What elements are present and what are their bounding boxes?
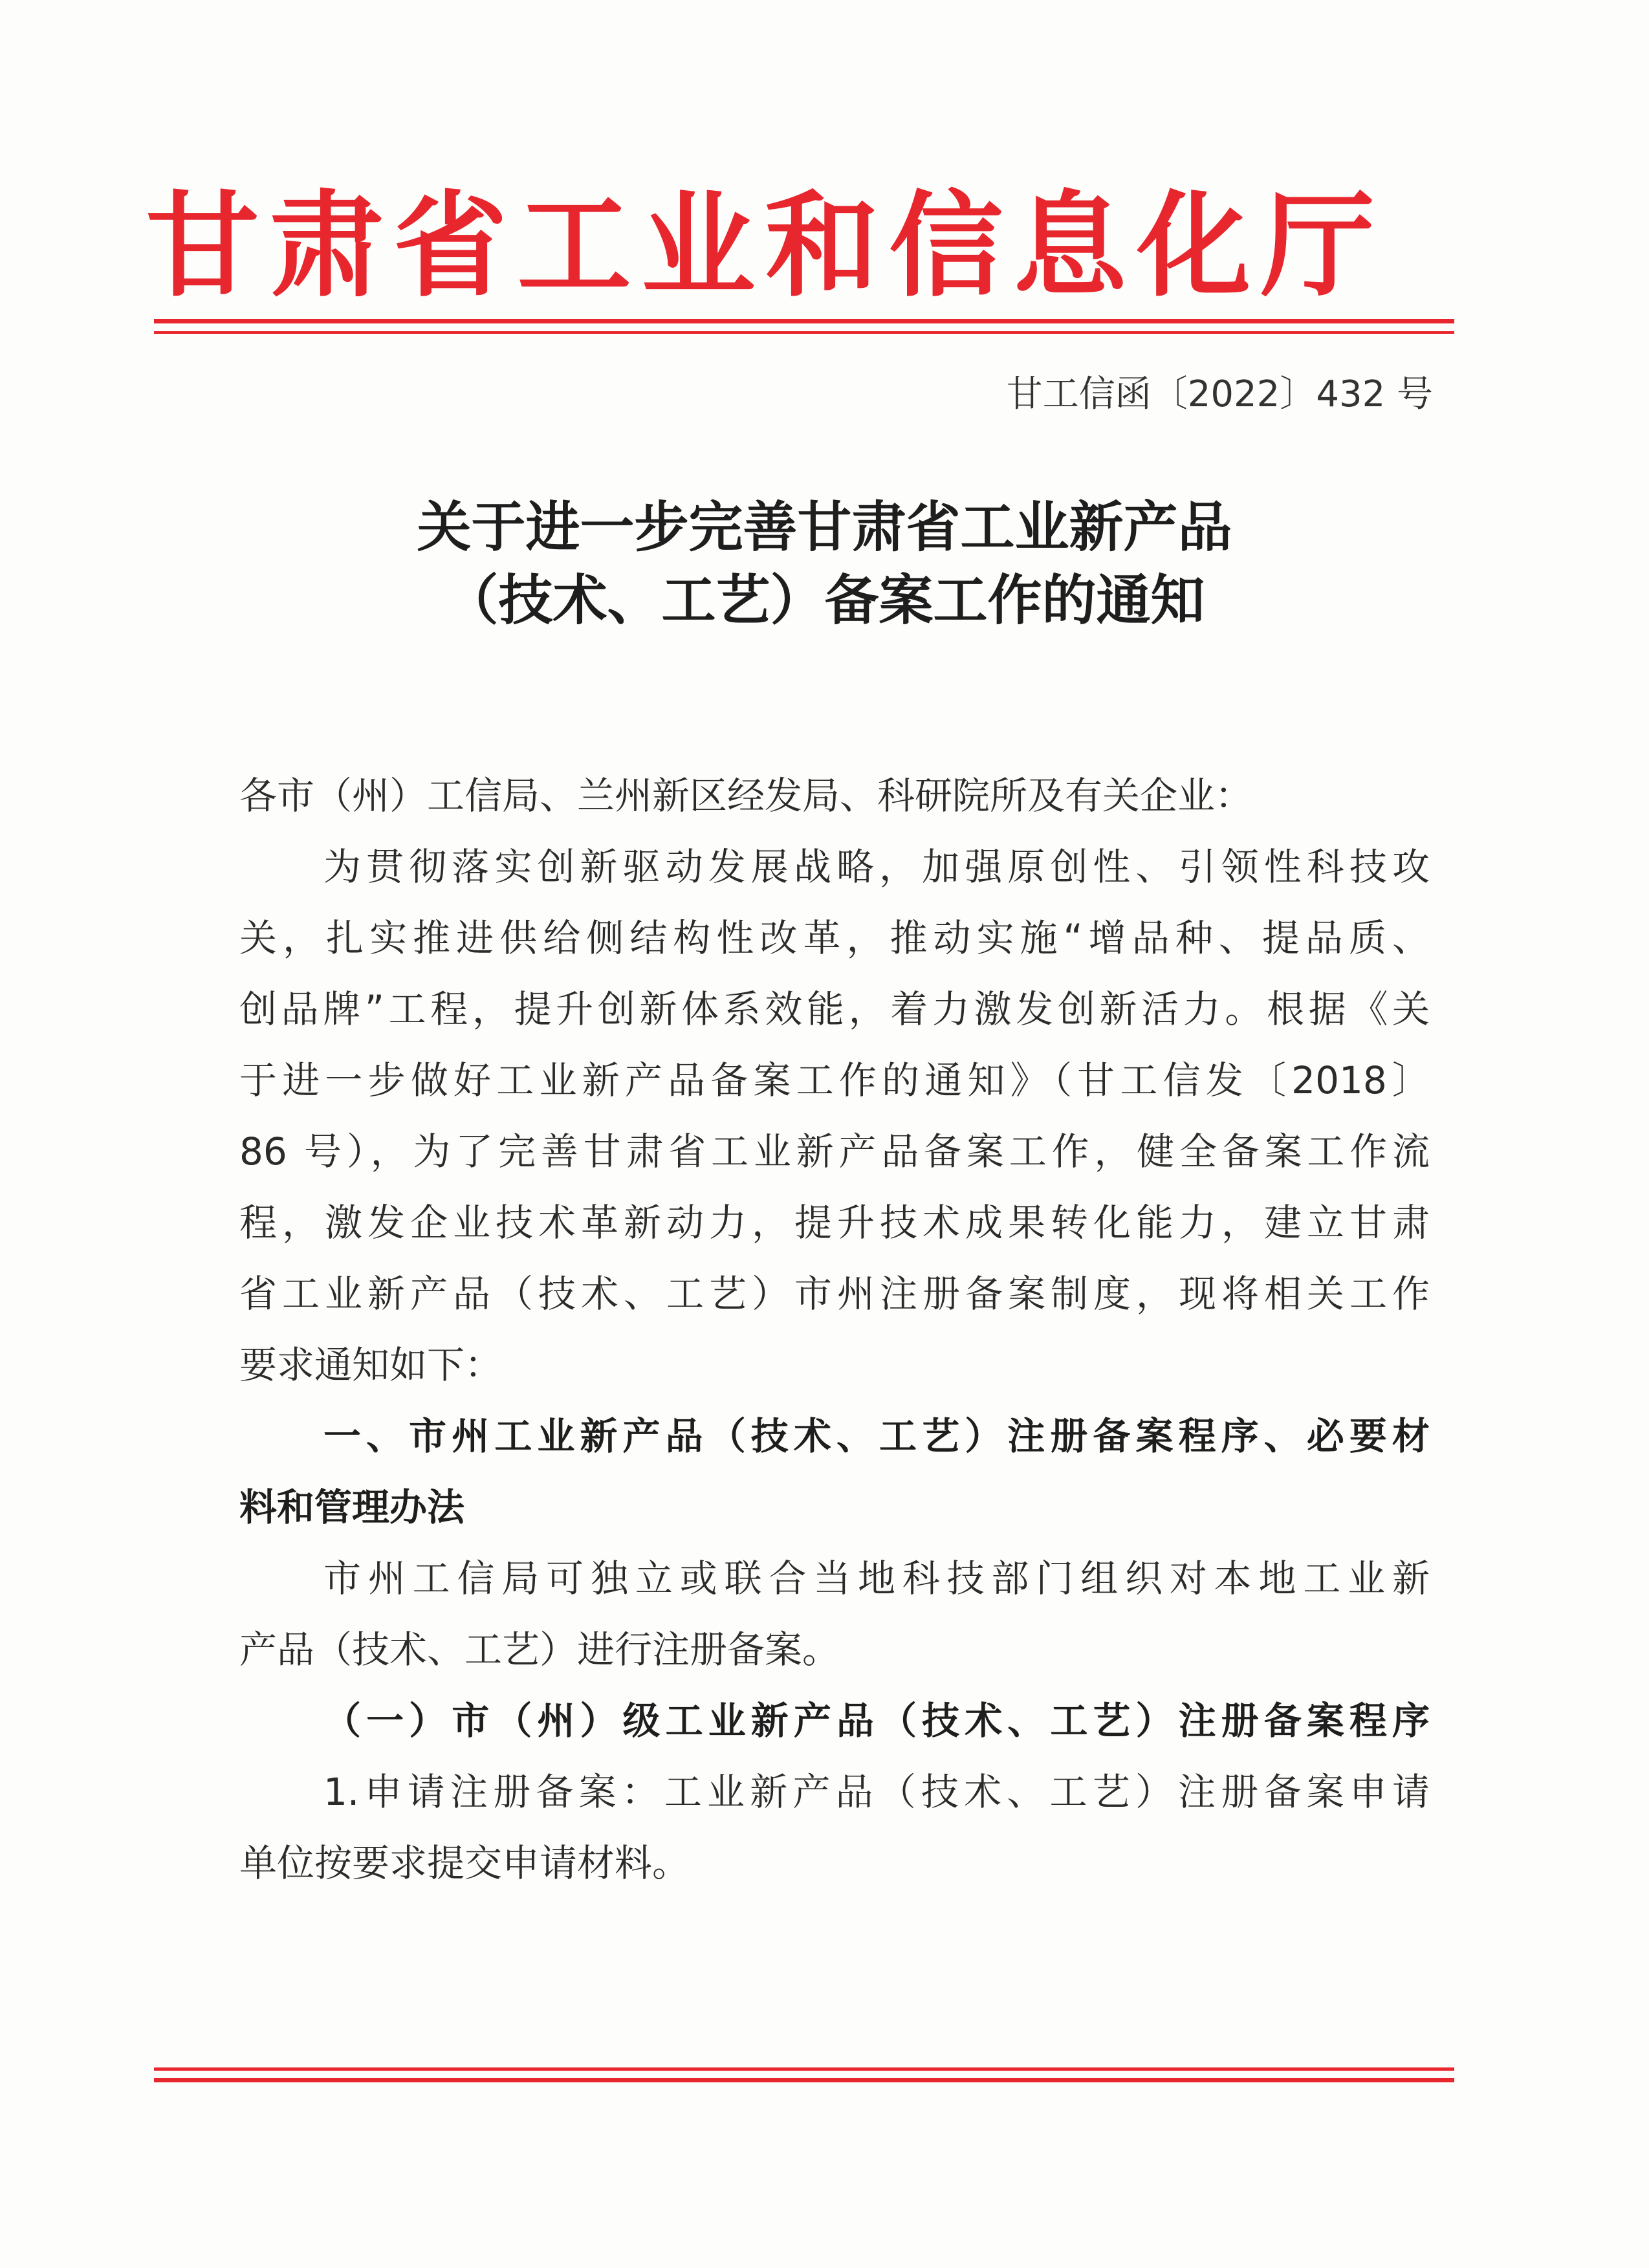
letterhead-char: 省: [393, 179, 508, 312]
letterhead-char: 化: [1137, 179, 1251, 312]
letterhead-char: 信: [889, 179, 1003, 312]
paragraph-2-line: 市州工信局可独立或联合当地科技部门组织对本地工业新: [323, 1556, 1430, 1600]
document-title-line-1: 关于进一步完善甘肃省工业新产品: [417, 495, 1232, 559]
paragraph-1-line: 为贯彻落实创新驱动发展战略，加强原创性、引领性科技攻: [323, 845, 1430, 889]
letterhead-red-rule-thin: [154, 331, 1454, 334]
paragraph-1-line: 关，扎实推进供给侧结构性改革，推动实施“增品种、提品质、: [239, 916, 1430, 960]
footer-red-rule-thick: [154, 2078, 1454, 2082]
paragraph-1-line: 程，激发企业技术革新动力，提升技术成果转化能力，建立甘肃: [239, 1201, 1430, 1245]
letterhead-char: 和: [765, 179, 879, 312]
letterhead-char: 厅: [1260, 179, 1375, 312]
document-number: 甘工信函〔2022〕432 号: [1006, 373, 1433, 415]
section-heading-1-line: 料和管理办法: [239, 1485, 465, 1529]
section-heading-1-line: 一、市州工业新产品（技术、工艺）注册备案程序、必要材: [323, 1414, 1430, 1458]
letterhead-char: 息: [1012, 179, 1127, 312]
agency-letterhead: [146, 175, 1375, 317]
letterhead-char: 工: [517, 179, 631, 312]
paragraph-1-line: 创品牌”工程，提升创新体系效能，着力激发创新活力。根据《关: [239, 987, 1430, 1031]
paragraph-2-line: 产品（技术、工艺）进行注册备案。: [239, 1628, 840, 1672]
paragraph-1-line: 要求通知如下：: [239, 1343, 503, 1387]
letterhead-char: 甘: [146, 179, 260, 312]
letterhead-char: 肃: [269, 179, 384, 312]
letterhead-char: 业: [641, 179, 756, 312]
addressee-line: 各市（州）工信局、兰州新区经发局、科研院所及有关企业：: [239, 774, 1253, 818]
paragraph-1-line: 于进一步做好工业新产品备案工作的通知》（甘工信发〔2018〕: [239, 1058, 1430, 1102]
document-title-line-2: （技术、工艺）备案工作的通知: [444, 568, 1205, 632]
letterhead-red-rule-thick: [154, 319, 1454, 323]
paragraph-1-line: 省工业新产品（技术、工艺）市州注册备案制度，现将相关工作: [239, 1272, 1430, 1316]
paragraph-1-line: 86 号），为了完善甘肃省工业新产品备案工作，健全备案工作流: [239, 1129, 1430, 1173]
paragraph-3-line: 单位按要求提交申请材料。: [239, 1841, 690, 1885]
paragraph-3-line: 1.申请注册备案：工业新产品（技术、工艺）注册备案申请: [323, 1770, 1430, 1814]
subheading-1: （一）市（州）级工业新产品（技术、工艺）注册备案程序: [323, 1699, 1430, 1743]
footer-red-rule-thin: [154, 2067, 1454, 2071]
